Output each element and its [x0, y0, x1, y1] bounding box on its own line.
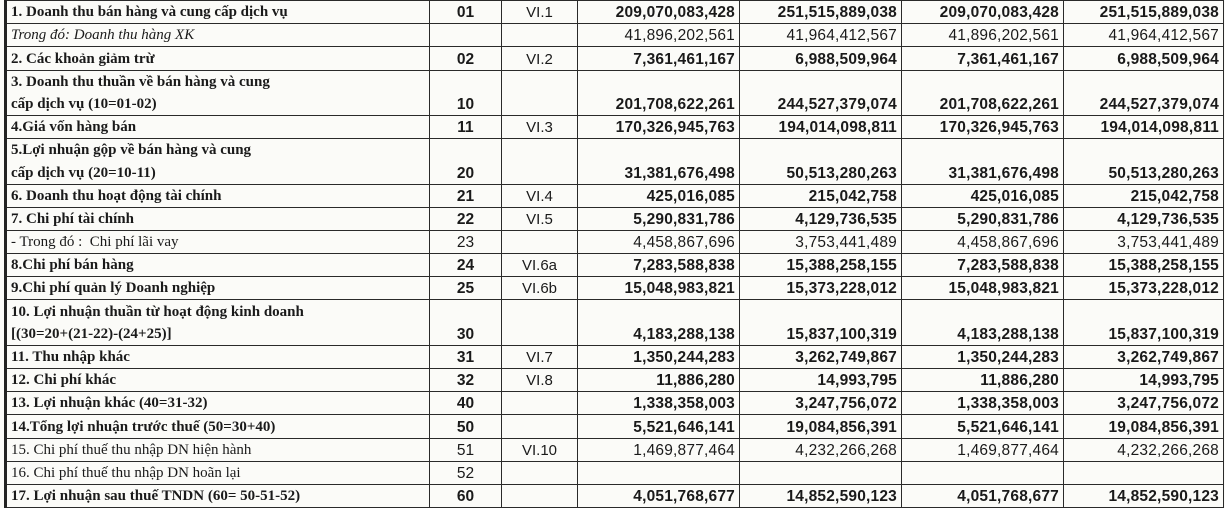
value-cell: 425,016,085 — [902, 184, 1064, 207]
table-row — [6, 484, 1224, 507]
value-cell — [1064, 461, 1224, 484]
value-cell — [1064, 70, 1224, 93]
note-ref — [502, 300, 578, 323]
value-cell: 31,381,676,498 — [902, 161, 1064, 184]
line-item-label: [(30=20+(21-22)-(24+25)] — [6, 323, 430, 346]
line-item-text: Chi phí lãi vay — [89, 234, 179, 251]
line-item-label: 10. Lợi nhuận thuần từ hoạt động kinh doanh — [6, 300, 430, 323]
line-code: 21 — [430, 184, 502, 207]
value-cell: 19,084,856,391 — [740, 415, 902, 438]
note-ref: VI.8 — [502, 369, 578, 392]
line-item-label: cấp dịch vụ (10=01-02) — [6, 93, 430, 116]
value-cell: 194,014,098,811 — [740, 115, 902, 138]
value-cell: 251,515,889,038 — [740, 1, 902, 24]
value-cell: 50,513,280,263 — [1064, 161, 1224, 184]
note-ref — [502, 70, 578, 93]
value-cell: 41,964,412,567 — [1064, 24, 1224, 47]
value-cell: 170,326,945,763 — [902, 115, 1064, 138]
value-cell: 4,458,867,696 — [902, 230, 1064, 253]
value-cell — [902, 70, 1064, 93]
value-cell: 201,708,622,261 — [578, 93, 740, 116]
line-item-label: cấp dịch vụ (20=10-11) — [6, 161, 430, 184]
table-row — [6, 207, 1224, 230]
value-cell — [902, 139, 1064, 162]
value-cell: 41,964,412,567 — [740, 24, 902, 47]
value-cell: 4,232,266,268 — [1064, 438, 1224, 461]
line-item-label: 16. Chi phí thuế thu nhập DN hoãn lại — [6, 461, 430, 484]
value-cell: 15,048,983,821 — [902, 277, 1064, 300]
value-cell: 215,042,758 — [740, 184, 902, 207]
income-statement-table — [4, 0, 1224, 508]
table-row — [6, 300, 1224, 323]
value-cell: 209,070,083,428 — [578, 1, 740, 24]
value-cell — [740, 70, 902, 93]
table-row — [6, 415, 1224, 438]
line-code: 24 — [430, 254, 502, 277]
note-ref: VI.4 — [502, 184, 578, 207]
value-cell: 7,283,588,838 — [578, 254, 740, 277]
note-ref — [502, 415, 578, 438]
value-cell: 4,129,736,535 — [740, 207, 902, 230]
value-cell: 3,753,441,489 — [1064, 230, 1224, 253]
note-ref — [502, 323, 578, 346]
value-cell: 3,262,749,867 — [740, 345, 902, 368]
value-cell: 7,361,461,167 — [902, 47, 1064, 70]
value-cell: 41,896,202,561 — [578, 24, 740, 47]
value-cell — [578, 300, 740, 323]
value-cell: 15,837,100,319 — [1064, 323, 1224, 346]
table-row — [6, 392, 1224, 415]
note-ref: VI.6a — [502, 254, 578, 277]
line-code: 22 — [430, 207, 502, 230]
line-code: 32 — [430, 369, 502, 392]
line-item-label: 2. Các khoản giảm trừ — [6, 47, 430, 70]
table-row — [6, 1, 1224, 24]
line-item-label: 8.Chi phí bán hàng — [6, 254, 430, 277]
table-row — [6, 139, 1224, 162]
value-cell: 244,527,379,074 — [1064, 93, 1224, 116]
line-code: 31 — [430, 345, 502, 368]
value-cell: 5,290,831,786 — [902, 207, 1064, 230]
value-cell — [578, 139, 740, 162]
value-cell: 425,016,085 — [578, 184, 740, 207]
value-cell: 19,084,856,391 — [1064, 415, 1224, 438]
value-cell: 15,373,228,012 — [740, 277, 902, 300]
line-code: 25 — [430, 277, 502, 300]
value-cell: 4,051,768,677 — [578, 484, 740, 507]
value-cell: 4,051,768,677 — [902, 484, 1064, 507]
note-ref — [502, 484, 578, 507]
value-cell: 14,993,795 — [1064, 369, 1224, 392]
table-row — [6, 254, 1224, 277]
line-code: 20 — [430, 161, 502, 184]
value-cell — [578, 70, 740, 93]
line-item-label: 15. Chi phí thuế thu nhập DN hiện hành — [6, 438, 430, 461]
note-ref — [502, 24, 578, 47]
value-cell: 194,014,098,811 — [1064, 115, 1224, 138]
value-cell: 5,290,831,786 — [578, 207, 740, 230]
line-item-label: 13. Lợi nhuận khác (40=31-32) — [6, 392, 430, 415]
value-cell: 1,338,358,003 — [902, 392, 1064, 415]
line-item-label: 3. Doanh thu thuần về bán hàng và cung — [6, 70, 430, 93]
line-item-label: 1. Doanh thu bán hàng và cung cấp dịch vụ — [6, 1, 430, 24]
value-cell: 50,513,280,263 — [740, 161, 902, 184]
table-row — [6, 184, 1224, 207]
table-row — [6, 24, 1224, 47]
value-cell: 15,388,258,155 — [1064, 254, 1224, 277]
line-item-label: Trong đó: Doanh thu hàng XK — [6, 24, 430, 47]
value-cell: 4,232,266,268 — [740, 438, 902, 461]
table-row — [6, 461, 1224, 484]
value-cell: 15,388,258,155 — [740, 254, 902, 277]
value-cell: 31,381,676,498 — [578, 161, 740, 184]
note-ref — [502, 461, 578, 484]
value-cell — [578, 461, 740, 484]
line-item-label: 12. Chi phí khác — [6, 369, 430, 392]
value-cell: 6,988,509,964 — [1064, 47, 1224, 70]
line-item-label: 4.Giá vốn hàng bán — [6, 115, 430, 138]
value-cell — [740, 139, 902, 162]
note-ref: VI.10 — [502, 438, 578, 461]
value-cell: 14,852,590,123 — [740, 484, 902, 507]
line-code: 52 — [430, 461, 502, 484]
line-item-label: 11. Thu nhập khác — [6, 345, 430, 368]
value-cell: 209,070,083,428 — [902, 1, 1064, 24]
table-row — [6, 438, 1224, 461]
value-cell — [1064, 139, 1224, 162]
table-row — [6, 161, 1224, 184]
line-item-italic-prefix: - Trong đó : — [11, 234, 83, 251]
value-cell: 11,886,280 — [578, 369, 740, 392]
value-cell: 4,458,867,696 — [578, 230, 740, 253]
line-code — [430, 300, 502, 323]
value-cell: 1,350,244,283 — [902, 345, 1064, 368]
line-code: 01 — [430, 1, 502, 24]
value-cell: 6,988,509,964 — [740, 47, 902, 70]
value-cell: 5,521,646,141 — [578, 415, 740, 438]
line-item-label — [6, 230, 430, 253]
value-cell: 3,753,441,489 — [740, 230, 902, 253]
line-code: 50 — [430, 415, 502, 438]
note-ref: VI.7 — [502, 345, 578, 368]
note-ref: VI.2 — [502, 47, 578, 70]
line-item-label: 6. Doanh thu hoạt động tài chính — [6, 184, 430, 207]
value-cell: 5,521,646,141 — [902, 415, 1064, 438]
value-cell: 201,708,622,261 — [902, 93, 1064, 116]
note-ref: VI.6b — [502, 277, 578, 300]
line-code: 10 — [430, 93, 502, 116]
line-item-label: 7. Chi phí tài chính — [6, 207, 430, 230]
note-ref — [502, 230, 578, 253]
value-cell: 244,527,379,074 — [740, 93, 902, 116]
line-code — [430, 24, 502, 47]
line-code: 23 — [430, 230, 502, 253]
value-cell: 1,469,877,464 — [578, 438, 740, 461]
value-cell: 7,361,461,167 — [578, 47, 740, 70]
value-cell: 3,262,749,867 — [1064, 345, 1224, 368]
line-code: 02 — [430, 47, 502, 70]
value-cell: 14,852,590,123 — [1064, 484, 1224, 507]
note-ref: VI.3 — [502, 115, 578, 138]
value-cell — [902, 461, 1064, 484]
value-cell: 41,896,202,561 — [902, 24, 1064, 47]
table-row — [6, 115, 1224, 138]
line-code: 11 — [430, 115, 502, 138]
note-ref — [502, 139, 578, 162]
note-ref: VI.1 — [502, 1, 578, 24]
note-ref — [502, 161, 578, 184]
note-ref: VI.5 — [502, 207, 578, 230]
line-item-label: 5.Lợi nhuận gộp về bán hàng và cung — [6, 139, 430, 162]
line-code: 30 — [430, 323, 502, 346]
line-code — [430, 70, 502, 93]
table-row — [6, 323, 1224, 346]
line-code — [430, 139, 502, 162]
table-row — [6, 230, 1224, 253]
line-code: 40 — [430, 392, 502, 415]
value-cell: 3,247,756,072 — [1064, 392, 1224, 415]
note-ref — [502, 392, 578, 415]
value-cell: 15,837,100,319 — [740, 323, 902, 346]
value-cell — [1064, 300, 1224, 323]
value-cell: 4,183,288,138 — [902, 323, 1064, 346]
value-cell — [740, 300, 902, 323]
value-cell: 215,042,758 — [1064, 184, 1224, 207]
table-row — [6, 345, 1224, 368]
line-code: 51 — [430, 438, 502, 461]
line-item-label: 17. Lợi nhuận sau thuế TNDN (60= 50-51-52) — [6, 484, 430, 507]
table-row — [6, 93, 1224, 116]
table-row — [6, 47, 1224, 70]
value-cell: 1,338,358,003 — [578, 392, 740, 415]
value-cell: 4,183,288,138 — [578, 323, 740, 346]
table-row — [6, 277, 1224, 300]
value-cell — [902, 300, 1064, 323]
value-cell — [740, 461, 902, 484]
value-cell: 15,373,228,012 — [1064, 277, 1224, 300]
line-code: 60 — [430, 484, 502, 507]
value-cell: 251,515,889,038 — [1064, 1, 1224, 24]
line-item-label: 9.Chi phí quản lý Doanh nghiệp — [6, 277, 430, 300]
value-cell: 1,350,244,283 — [578, 345, 740, 368]
value-cell: 170,326,945,763 — [578, 115, 740, 138]
value-cell: 11,886,280 — [902, 369, 1064, 392]
value-cell: 15,048,983,821 — [578, 277, 740, 300]
line-item-label: 14.Tổng lợi nhuận trước thuế (50=30+40) — [6, 415, 430, 438]
value-cell: 3,247,756,072 — [740, 392, 902, 415]
table-row — [6, 70, 1224, 93]
note-ref — [502, 93, 578, 116]
value-cell: 14,993,795 — [740, 369, 902, 392]
value-cell: 4,129,736,535 — [1064, 207, 1224, 230]
table-row — [6, 369, 1224, 392]
value-cell: 1,469,877,464 — [902, 438, 1064, 461]
value-cell: 7,283,588,838 — [902, 254, 1064, 277]
